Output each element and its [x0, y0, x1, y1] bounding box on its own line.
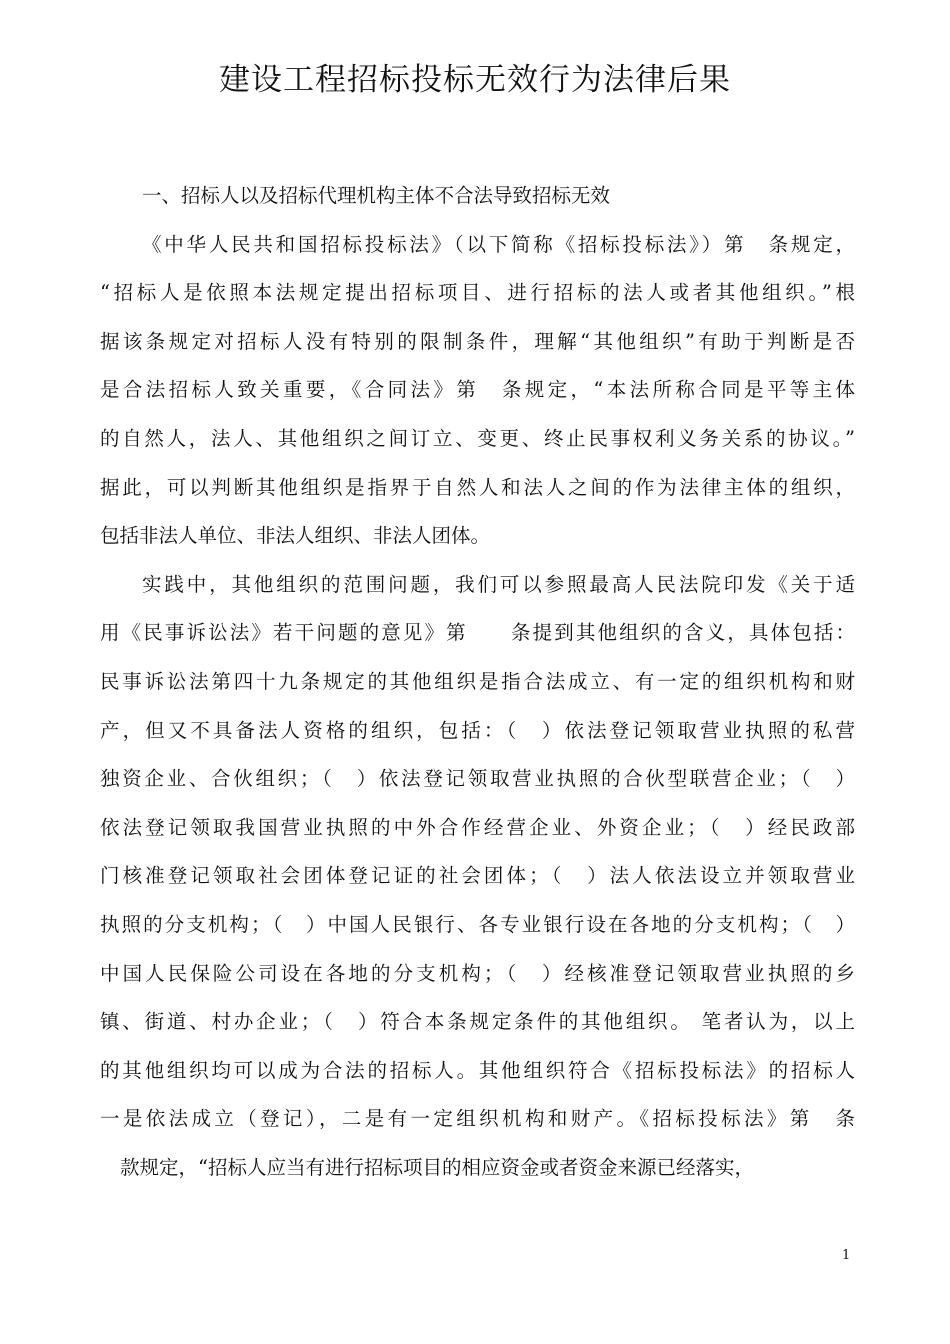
paragraph-line: 《中华人民共和国招标投标法》（以下简称《招标投标法》）第 条规定，: [142, 232, 855, 256]
paragraph-line: 中国人民保险公司设在各地的分支机构；（ ）经核准登记领取营业执照的乡: [100, 961, 855, 985]
paragraph-line: 实践中，其他组织的范围问题，我们可以参照最高人民法院印发《关于适: [142, 572, 855, 596]
page-number: 1: [842, 1248, 851, 1263]
paragraph-line: 产，但又不具备法人资格的组织，包括：（ ）依法登记领取营业执照的私营: [100, 718, 855, 742]
paragraph-line: 的其他组织均可以成为合法的招标人。其他组织符合《招标投标法》的招标人: [100, 1058, 855, 1082]
paragraph-line: 门核准登记领取社会团体登记证的社会团体；（ ）法人依法设立并领取营业: [100, 864, 855, 888]
paragraph-line: 是合法招标人致关重要，《合同法》第 条规定，“本法所称合同是平等主体: [100, 378, 855, 402]
paragraph-line: 执照的分支机构；（ ）中国人民银行、各专业银行设在各地的分支机构；（ ）: [100, 912, 855, 936]
document-title: 建设工程招标投标无效行为法律后果: [219, 62, 731, 98]
paragraph-line: 镇、街道、村办企业；（ ）符合本条规定条件的其他组织。 笔者认为，以上: [100, 1010, 855, 1034]
paragraph-line: 包括非法人单位、非法人组织、非法人团体。: [100, 524, 491, 548]
paragraph-line: 据此，可以判断其他组织是指界于自然人和法人之间的作为法律主体的组织，: [100, 475, 855, 499]
section-heading: 一、招标人以及招标代理机构主体不合法导致招标无效: [142, 184, 611, 207]
paragraph-line: “招标人是依照本法规定提出招标项目、进行招标的法人或者其他组织。”根: [100, 281, 855, 305]
document-body: [100, 172, 855, 1192]
paragraph-line: 据该条规定对招标人没有特别的限制条件，理解“其他组织”有助于判断是否: [100, 329, 855, 353]
paragraph-line: 独资企业、合伙组织；（ ）依法登记领取营业执照的合伙型联营企业；（ ）: [100, 767, 855, 791]
paragraph-line: 一是依法成立（登记），二是有一定组织机构和财产。《招标投标法》第 条: [100, 1107, 855, 1131]
paragraph-line: 依法登记领取我国营业执照的中外合作经营企业、外资企业；（ ）经民政部: [100, 815, 855, 839]
paragraph-line: 用《民事诉讼法》若干问题的意见》第 条提到其他组织的含义，具体包括：: [100, 621, 855, 645]
paragraph-line: 民事诉讼法第四十九条规定的其他组织是指合法成立、有一定的组织机构和财: [100, 669, 855, 693]
paragraph-line: 款规定，“招标人应当有进行招标项目的相应资金或者资金来源已经落实，: [120, 1155, 754, 1179]
paragraph-line: 的自然人，法人、其他组织之间订立、变更、终止民事权利义务关系的协议。”: [100, 426, 855, 450]
